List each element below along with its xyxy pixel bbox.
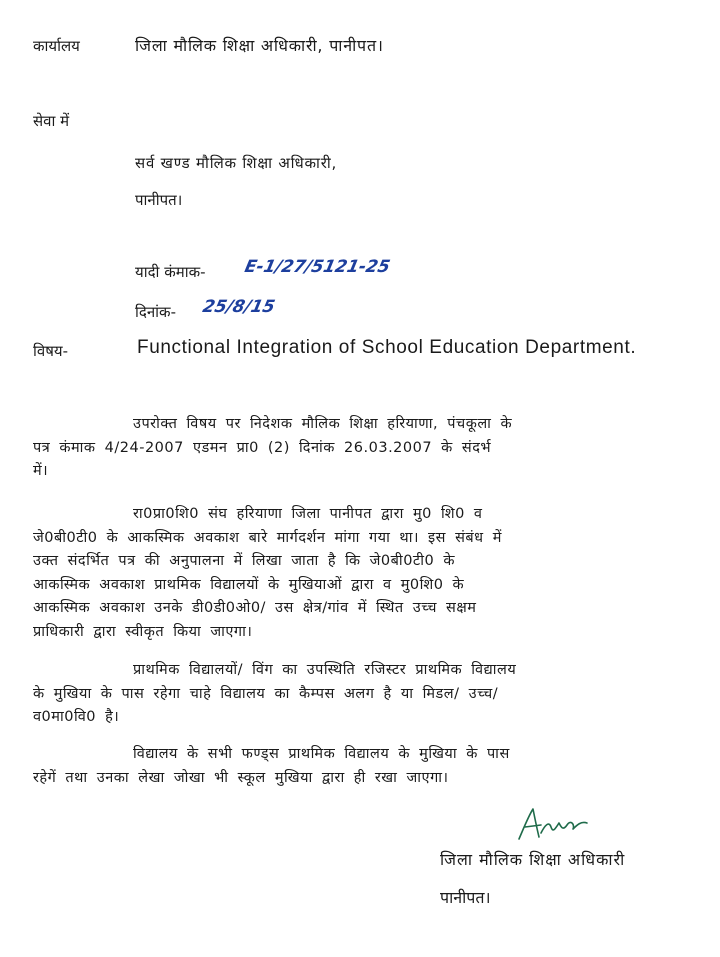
body-paragraph-1 — [33, 413, 693, 484]
recipient-line-1: सर्व खण्ड मौलिक शिक्षा अधिकारी, — [135, 154, 338, 172]
para2-line: प्राधिकारी द्वारा स्वीकृत किया जाएगा। — [33, 623, 253, 640]
memo-number: E-1/27/5121-25 — [242, 257, 392, 277]
para2-line: रा0प्रा0शि0 संघ हरियाणा जिला पानीपत द्वारा मु0 शि0 व — [133, 506, 483, 522]
subject-label: विषय- — [33, 342, 69, 360]
para1-line: में। — [33, 463, 49, 479]
officer-signature — [515, 805, 595, 845]
memo-label: यादी कंमाक- — [135, 263, 206, 281]
para2-line: उक्त संदर्भित पत्र की अनुपालना में लिखा जाता है कि जे0बी0टी0 के — [33, 553, 455, 569]
salutation: सेवा में — [33, 112, 70, 130]
date-value: 25/8/15 — [200, 297, 277, 317]
para1-line: उपरोक्त विषय पर निदेशक मौलिक शिक्षा हरियाणा, पंचकूला के — [133, 416, 513, 432]
signatory-place: पानीपत। — [440, 888, 491, 907]
recipient-line-2: पानीपत। — [135, 191, 183, 209]
date-label: दिनांक- — [135, 303, 176, 321]
body-paragraph-3 — [33, 659, 693, 730]
para3-line: प्राथमिक विद्यालयों/ विंग का उपस्थिति रजिस्टर प्राथमिक विद्यालय — [133, 662, 517, 678]
para1-line: पत्र कंमाक 4/24-2007 एडमन प्रा0 (2) दिनांक 26.03.2007 के संदर्भ — [33, 439, 492, 456]
para2-line: जे0बी0टी0 के आकस्मिक अवकाश बारे मार्गदर्शन मांगा गया था। इस संबंध में — [33, 529, 502, 546]
para3-line: व0मा0वि0 है। — [33, 709, 120, 725]
office-name: जिला मौलिक शिक्षा अधिकारी, पानीपत। — [135, 36, 384, 55]
office-label: कार्यालय — [33, 37, 80, 55]
subject-text: Functional Integration of School Education Department. — [137, 337, 637, 358]
para3-line: के मुखिया के पास रहेगा चाहे विद्यालय का कैम्पस अलग है या मिडल/ उच्च/ — [33, 685, 499, 702]
body-paragraph-2 — [33, 503, 693, 644]
body-paragraph-4 — [33, 743, 693, 790]
signatory-designation: जिला मौलिक शिक्षा अधिकारी — [440, 850, 626, 869]
para2-line: आकस्मिक अवकाश प्राथमिक विद्यालयों के मुखियाओं द्वारा व मु0शि0 के — [33, 576, 465, 593]
para4-line: रहेगें तथा उनका लेखा जोखा भी स्कूल मुखिया द्वारा ही रखा जाएगा। — [33, 769, 449, 786]
para4-line: विद्यालय के सभी फण्ड्स प्राथमिक विद्यालय के मुखिया के पास — [133, 746, 510, 762]
para2-line: आकस्मिक अवकाश उनके डी0डी0ओ0/ उस क्षेत्र/गांव में स्थित उच्च सक्षम — [33, 600, 477, 616]
